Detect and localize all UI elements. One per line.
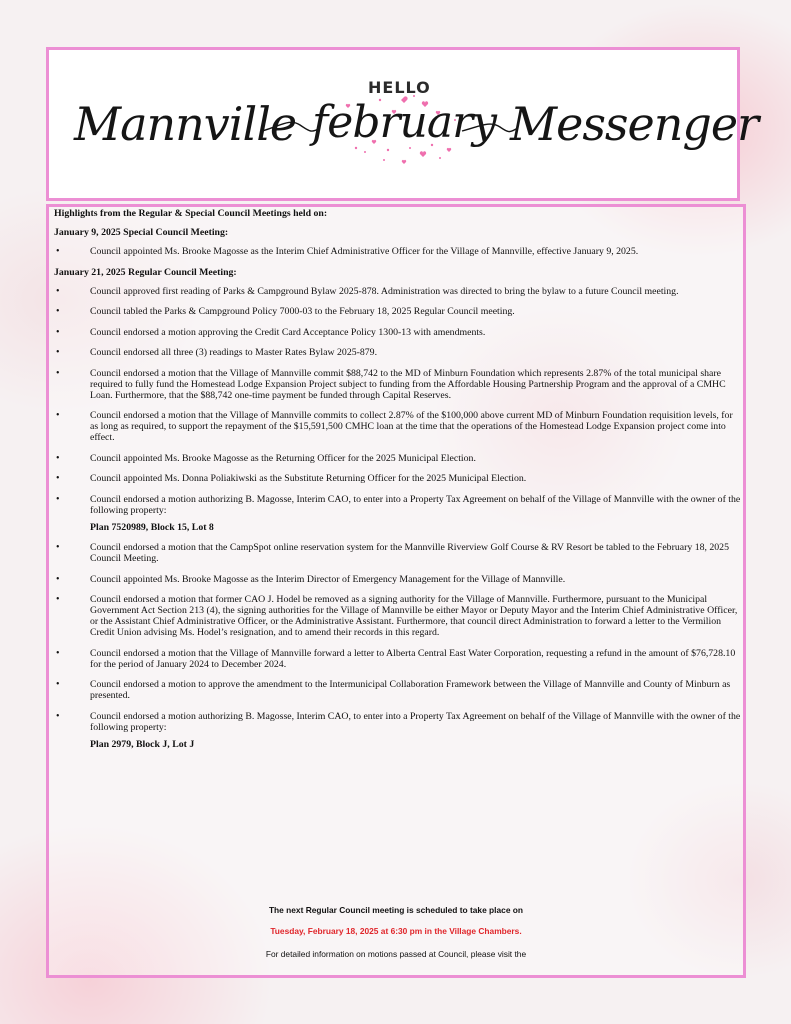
list-item-text: Council appointed Ms. Donna Poliakiwski as the Substitute Returning Officer for the 2025 Municipal Election.: [90, 473, 527, 484]
property-plan: Plan 7520989, Block 15, Lot 8: [90, 521, 214, 533]
hello-text: HELLO: [368, 78, 431, 97]
regular-meeting-list: [54, 286, 742, 750]
masthead-title-right: Messenger: [510, 97, 759, 151]
list-item: [54, 347, 742, 358]
bullet-icon: •: [56, 679, 60, 690]
bullet-icon: •: [56, 410, 60, 421]
regular-meeting-heading: January 21, 2025 Regular Council Meeting:: [54, 266, 237, 278]
list-item-text: Council appointed Ms. Brooke Magosse as the Interim Chief Administrative Officer for the Village of Mannville, effective January 9, 2025.: [90, 246, 639, 257]
list-item: [54, 306, 742, 317]
list-item: [54, 594, 742, 638]
list-item-text: Council appointed Ms. Brooke Magosse as the Interim Director of Emergency Management for the Village of Mannville.: [90, 573, 566, 585]
list-item: [54, 542, 742, 564]
next-meeting-intro: The next Regular Council meeting is scheduled to take place on: [268, 905, 524, 915]
bullet-icon: •: [56, 573, 60, 585]
list-item: [54, 473, 742, 484]
list-item-text: Council endorsed a motion that the Village of Mannville commit $88,742 to the MD of Minburn Foundation which represents 2.87% of the total municipal share required to fully fund the Homestead Lodge Expansion Project subject to funding from the Affordable Housing Partnership Program and the approval of a CMHC Loan. Furthermore, that the $88,742 one-time payment be funded through Capital Reserves.: [90, 367, 726, 401]
list-item: [54, 368, 742, 401]
bullet-icon: •: [56, 347, 60, 358]
list-item-text: Council tabled the Parks & Campground Policy 7000-03 to the February 18, 2025 Regular Council meeting.: [90, 306, 515, 317]
bullet-icon: •: [56, 542, 60, 553]
list-item-text: Council endorsed a motion authorizing B. Magosse, Interim CAO, to enter into a Property Tax Agreement on behalf of the Village of Mannville with the owner of the following property:: [90, 493, 741, 516]
special-meeting-list: [54, 246, 742, 257]
bullet-icon: •: [56, 473, 60, 484]
council-highlights: [54, 208, 742, 759]
masthead-title-middle: february: [312, 97, 496, 148]
bullet-icon: •: [56, 594, 60, 605]
bullet-icon: •: [56, 326, 60, 338]
bullet-icon: •: [56, 367, 60, 379]
masthead-title-left: Mannville: [74, 97, 297, 151]
bullet-icon: •: [56, 285, 60, 297]
bullet-icon: •: [56, 306, 60, 317]
list-item-text: Council endorsed all three (3) readings to Master Rates Bylaw 2025-879.: [90, 347, 378, 358]
list-item-text: Council endorsed a motion authorizing B. Magosse, Interim CAO, to enter into a Property Tax Agreement on behalf of the Village of Mannville with the owner of the following property:: [90, 710, 741, 733]
list-item: [54, 494, 742, 533]
list-item: [54, 679, 742, 701]
list-item-text: Council approved first reading of Parks & Campground Bylaw 2025-878. Administration was directed to bring the bylaw to a future Council meeting.: [90, 285, 679, 297]
special-meeting-heading: January 9, 2025 Special Council Meeting:: [54, 227, 229, 238]
bullet-icon: •: [56, 452, 60, 464]
list-item-text: Council endorsed a motion that the Village of Mannville forward a letter to Alberta Central East Water Corporation, requesting a refund in the amount of $76,728.10 for the period of January 2024 to December 2024.: [90, 647, 736, 670]
list-item-text: Council appointed Ms. Brooke Magosse as the Returning Officer for the 2025 Municipal Election.: [90, 452, 476, 464]
property-plan: Plan 2979, Block J, Lot J: [90, 738, 195, 750]
more-info-text: For detailed information on motions passed at Council, please visit the: [265, 949, 527, 959]
list-item: [54, 453, 742, 464]
list-item-text: Council endorsed a motion that the CampSpot online reservation system for the Mannville Riverview Golf Course & RV Resort be tabled to the February 18, 2025 Council Meeting.: [90, 542, 729, 564]
list-item: [54, 410, 742, 443]
bullet-icon: •: [56, 710, 60, 722]
next-meeting-date: Tuesday, February 18, 2025 at 6:30 pm in the Village Chambers.: [270, 926, 522, 936]
list-item-text: Council endorsed a motion that the Village of Mannville commits to collect 2.87% of the $100,000 above current MD of Minburn Foundation requisition levels, for as long as required, to support the repayment of the $15,591,500 CMHC loan at the time that the operations of the Homestead Lodge Expansion project come into effect.: [90, 410, 733, 443]
list-item: [54, 246, 742, 257]
intro-heading: Highlights from the Regular & Special Council Meetings held on:: [54, 208, 328, 219]
bullet-icon: •: [56, 647, 60, 659]
bullet-icon: •: [56, 246, 60, 257]
list-item: [54, 286, 742, 297]
list-item: [54, 327, 742, 338]
list-item-text: Council endorsed a motion to approve the amendment to the Intermunicipal Collaboration Framework between the Village of Mannville and County of Minburn as presented.: [90, 679, 731, 701]
list-item: [54, 648, 742, 670]
list-item-text: Council endorsed a motion approving the Credit Card Acceptance Policy 1300-13 with amendments.: [90, 326, 486, 338]
list-item-text: Council endorsed a motion that former CAO J. Hodel be removed as a signing authority for the Village of Mannville. Furthermore, pursuant to the Municipal Government Act Section 213 (4), the signing authorities for the Village of Mannville be either Mayor or Deputy Mayor and the Interim Chief Administrative Officer, or the Assistant Chief Administrative Officer, or the Administrative Assistant. Furthermore, that council direct Administration to forward a letter to the Vermilion Credit Union advising Ms. Hodel’s resignation, and to amend their records in this regard.: [90, 594, 738, 638]
list-item: [54, 574, 742, 585]
list-item: [54, 711, 742, 750]
bullet-icon: •: [56, 493, 60, 505]
